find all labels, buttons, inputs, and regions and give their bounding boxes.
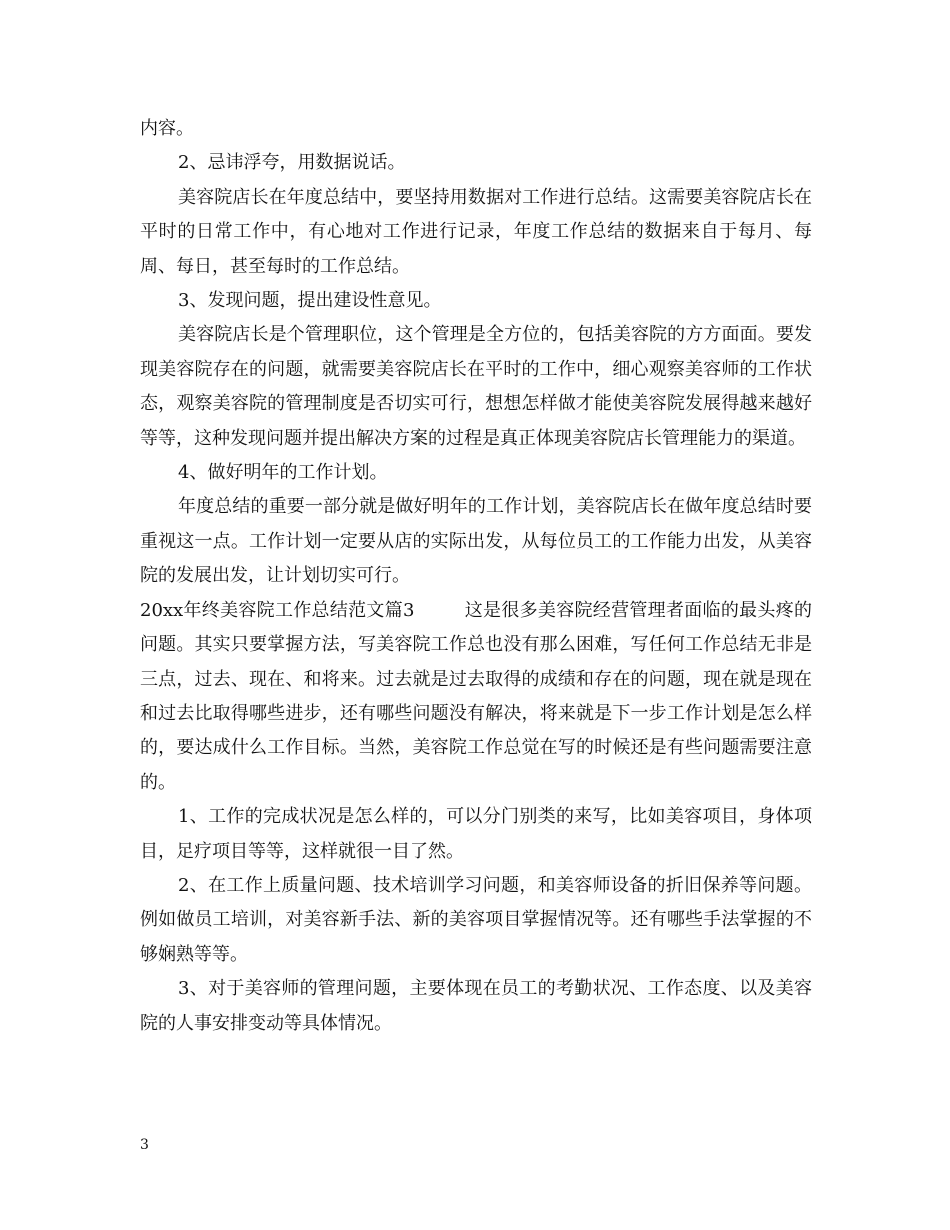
paragraph: 2、忌讳浮夸，用数据说话。	[178, 152, 406, 174]
document-page	[140, 112, 812, 1041]
section-title: 20xx年终美容院工作总结范文篇3	[140, 599, 415, 621]
point-item: 3、对于美容师的管理问题，主要体现在员工的考勤状况、工作态度、以及美容院的人事安排变动等具体情况。	[140, 978, 812, 1034]
section-paragraph	[140, 594, 812, 800]
paragraph: 内容。	[140, 118, 194, 139]
paragraph: 3、发现问题，提出建设性意见。	[178, 290, 442, 312]
paragraph: 年度总结的重要一部分就是做好明年的工作计划，美容院店长在做年度总结时要重视这一点。工作计划一定要从店的实际出发，从每位员工的工作能力出发，从美容院的发展出发，让计划切实可行。	[140, 496, 812, 587]
paragraph: 美容院店长在年度总结中，要坚持用数据对工作进行总结。这需要美容院店长在平时的日常工作中，有心地对工作进行记录，年度工作总结的数据来自于每月、每周、每日，甚至每时的工作总结。	[140, 186, 812, 277]
section-body: 这是很多美容院经营管理者面临的最头疼的问题。其实只要掌握方法，写美容院工作总也没有那么困难，写任何工作总结无非是三点，过去、现在、和将来。过去就是过去取得的成绩和存在的问题，现在就是现在和过去比取得哪些进步，还有哪些问题没有解决，将来就是下一步工作计划是怎么样的，要达成什么工作目标。当然，美容院工作总觉在写的时候还是有些问题需要注意的。	[140, 599, 812, 793]
paragraph: 4、做好明年的工作计划。	[178, 462, 388, 484]
point-item: 2、在工作上质量问题、技术培训学习问题，和美容师设备的折旧保养等问题。例如做员工培训，对美容新手法、新的美容项目掌握情况等。还有哪些手法掌握的不够娴熟等等。	[140, 874, 812, 965]
page-number: 3	[140, 1137, 149, 1153]
point-item: 1、工作的完成状况是怎么样的，可以分门别类的来写，比如美容项目，身体项目，足疗项目等等，这样就很一目了然。	[140, 806, 812, 862]
paragraph: 美容院店长是个管理职位，这个管理是全方位的，包括美容院的方方面面。要发现美容院存在的问题，就需要美容院店长在平时的工作中，细心观察美容师的工作状态，观察美容院的管理制度是否切实可行，想想怎样做才能使美容院发展得越来越好等等，这种发现问题并提出解决方案的过程是真正体现美容院店长管理能力的渠道。	[140, 324, 812, 449]
